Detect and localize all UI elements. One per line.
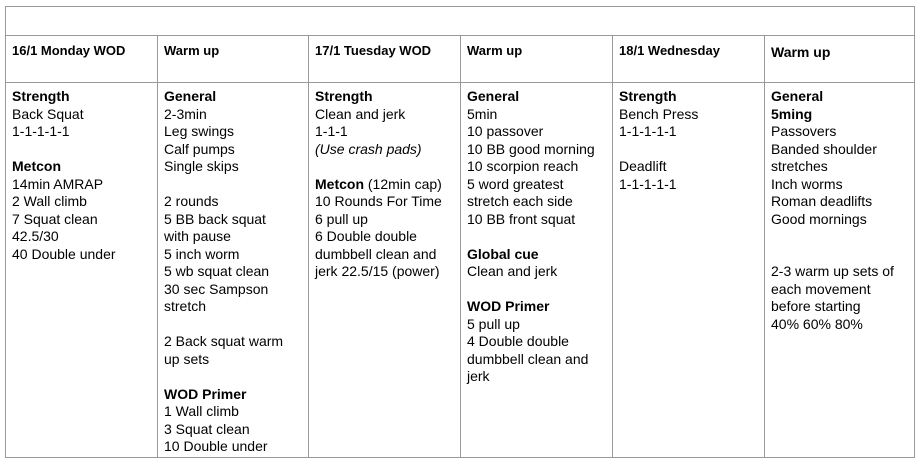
list-item: Clean and jerk (315, 105, 406, 122)
list-item: 5 pull up (467, 315, 520, 332)
header-label: Warm up (164, 43, 220, 58)
list-item: Banded shoulder (771, 140, 877, 157)
list-item: before starting (771, 298, 861, 314)
list-item: with pause (164, 228, 231, 244)
list-item: 6 pull up (315, 210, 368, 227)
list-item: 42.5/30 (12, 228, 59, 244)
list-item: 30 sec Sampson (164, 280, 269, 297)
section-title-general: General (467, 88, 520, 104)
list-item: 2 rounds (164, 193, 219, 209)
section-title-wod-primer: WOD Primer (164, 385, 247, 402)
header-cell-warmup-monday (158, 36, 309, 82)
list-item: 10 BB good morning (467, 140, 595, 157)
strength-note: (Use crash pads) (315, 140, 422, 157)
section-title-strength: Strength (315, 88, 373, 104)
list-item: 2-3 warm up sets of (771, 263, 894, 279)
section-title-wod-primer: WOD Primer (467, 298, 550, 314)
header-label: 17/1 Tuesday WOD (315, 43, 432, 58)
tuesday-warmup-cell (461, 83, 613, 457)
list-item: 40% 60% 80% (771, 315, 863, 332)
list-item: 5min (467, 105, 498, 122)
header-cell-warmup-tuesday (461, 36, 613, 82)
list-item: Calf pumps (164, 140, 235, 157)
list-item: 10 Rounds For Time (315, 193, 442, 209)
header-label: Warm up (771, 44, 831, 60)
list-item: 1-1-1-1-1 (619, 175, 677, 192)
list-item: Deadlift (619, 158, 667, 174)
list-item: Inch worms (771, 175, 843, 192)
header-label: 16/1 Monday WOD (12, 43, 126, 58)
header-row (6, 36, 914, 83)
list-item: 5 word greatest (467, 175, 564, 192)
section-title-global-cue: Global cue (467, 245, 539, 262)
monday-wod-cell (6, 83, 158, 457)
list-item: Back Squat (12, 105, 84, 122)
list-item: each movement (771, 280, 871, 297)
list-item: 10 scorpion reach (467, 158, 579, 174)
header-cell-monday (6, 36, 158, 82)
list-item: dumbbell clean and (467, 350, 589, 367)
list-item: jerk (467, 368, 490, 384)
list-item: up sets (164, 350, 210, 367)
section-title-metcon: Metcon (12, 158, 61, 174)
header-label: Warm up (467, 43, 523, 58)
wod-schedule-table (5, 6, 915, 458)
list-item: 1-1-1-1-1 (619, 123, 677, 139)
list-item: Passovers (771, 123, 837, 139)
wednesday-wod-cell (613, 83, 765, 457)
list-item: 14min AMRAP (12, 175, 104, 192)
list-item: jerk 22.5/15 (power) (315, 263, 440, 279)
section-title-strength: Strength (12, 88, 70, 104)
monday-warmup-cell (158, 83, 309, 457)
list-item: 10 BB front squat (467, 210, 576, 227)
wednesday-warmup-cell (765, 83, 916, 457)
list-item: 2-3min (164, 105, 207, 122)
list-item: 7 Squat clean (12, 210, 98, 227)
list-item: Bench Press (619, 105, 699, 122)
list-item: 4 Double double (467, 333, 569, 349)
list-item: Single skips (164, 158, 239, 174)
list-item: dumbbell clean and (315, 245, 437, 262)
list-item: 10 Double under (164, 438, 268, 454)
list-item: 2 Wall climb (12, 193, 87, 209)
list-item: 1-1-1-1-1 (12, 123, 70, 139)
metcon-cap: (12min cap) (364, 175, 442, 192)
list-item: 1 Wall climb (164, 403, 239, 419)
list-item: Clean and jerk (467, 263, 558, 279)
list-item: 6 Double double (315, 228, 417, 244)
section-subtitle: 5ming (771, 105, 813, 122)
list-item: stretch (164, 298, 207, 314)
list-item: Leg swings (164, 123, 235, 139)
list-item: 3 Squat clean (164, 420, 250, 437)
header-label: 18/1 Wednesday (619, 43, 720, 58)
list-item: 10 passover (467, 123, 544, 139)
list-item: Roman deadlifts (771, 193, 873, 209)
list-item: stretches (771, 158, 828, 174)
list-item: 40 Double under (12, 245, 116, 262)
header-cell-warmup-wednesday (765, 36, 916, 82)
list-item: 5 inch worm (164, 245, 240, 262)
list-item: stretch each side (467, 193, 573, 209)
list-item: 5 BB back squat (164, 210, 266, 227)
section-title-metcon: Metcon (315, 175, 364, 192)
table-title-row (6, 7, 914, 36)
tuesday-wod-cell (309, 83, 461, 457)
header-cell-wednesday (613, 36, 765, 82)
section-title-general: General (164, 88, 217, 104)
header-cell-tuesday (309, 36, 461, 82)
list-item: Good mornings (771, 210, 867, 227)
list-item: 5 wb squat clean (164, 263, 270, 279)
body-row (6, 83, 914, 457)
list-item: 1-1-1 (315, 123, 348, 139)
list-item: 2 Back squat warm (164, 333, 284, 349)
section-title-general: General (771, 88, 824, 104)
section-title-strength: Strength (619, 88, 677, 104)
